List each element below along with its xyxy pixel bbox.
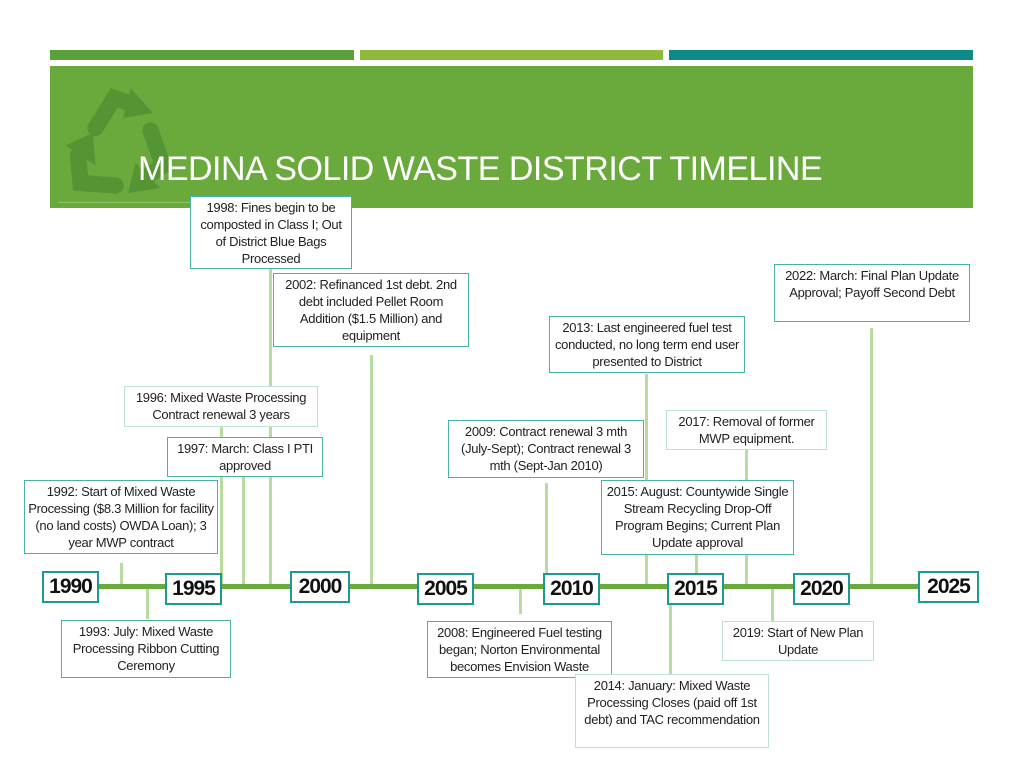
event-2009: 2009: Contract renewal 3 mth (July-Sept); Contract renewal 3 mth (Sept-Jan 2010) (448, 420, 644, 478)
year-2005: 2005 (417, 573, 474, 605)
tick-2009 (545, 483, 548, 584)
tick-2002 (370, 355, 373, 584)
event-2017: 2017: Removal of former MWP equipment. (666, 410, 827, 450)
event-1996: 1996: Mixed Waste Processing Contract renewal 3 years (124, 386, 318, 427)
page-title: MEDINA SOLID WASTE DISTRICT TIMELINE (138, 150, 823, 188)
event-2002: 2002: Refinanced 1st debt. 2nd debt included Pellet Room Addition ($1.5 Million) and equipment (273, 273, 469, 347)
tick-2008 (519, 589, 522, 614)
tick-1997 (242, 477, 245, 584)
event-1993: 1993: July: Mixed Waste Processing Ribbon Cutting Ceremony (61, 620, 231, 678)
title-underline (58, 202, 193, 203)
tick-1992 (120, 563, 123, 584)
event-2022: 2022: March: Final Plan Update Approval; Payoff Second Debt (774, 264, 970, 322)
year-2015: 2015 (667, 573, 724, 605)
event-2015: 2015: August: Countywide Single Stream Recycling Drop-Off Program Begins; Current Plan Update approval (601, 480, 794, 555)
event-2013: 2013: Last engineered fuel test conducted, no long term end user presented to District (549, 316, 745, 373)
event-1998: 1998: Fines begin to be composted in Class I; Out of District Blue Bags Processed (190, 196, 352, 269)
tick-2019 (771, 589, 774, 622)
tick-1993 (146, 589, 149, 619)
year-2010: 2010 (543, 573, 600, 605)
event-2014: 2014: January: Mixed Waste Processing Closes (paid off 1st debt) and TAC recommendation (575, 674, 769, 748)
year-2020: 2020 (793, 573, 850, 605)
year-2025: 2025 (918, 571, 979, 603)
header-bar-middle (360, 50, 663, 60)
event-1997: 1997: March: Class I PTI approved (167, 437, 323, 477)
event-1992: 1992: Start of Mixed Waste Processing ($8.3 Million for facility (no land costs) OWDA Loan); 3 year MWP contract (24, 480, 218, 554)
event-2019: 2019: Start of New Plan Update (722, 621, 874, 661)
header-bar-right (669, 50, 973, 60)
event-2008: 2008: Engineered Fuel testing began; Norton Environmental becomes Envision Waste (427, 621, 612, 678)
year-1990: 1990 (42, 571, 99, 603)
year-2000: 2000 (290, 571, 350, 603)
header-bar-left (50, 50, 354, 60)
tick-2022 (870, 328, 873, 584)
year-1995: 1995 (165, 573, 222, 605)
